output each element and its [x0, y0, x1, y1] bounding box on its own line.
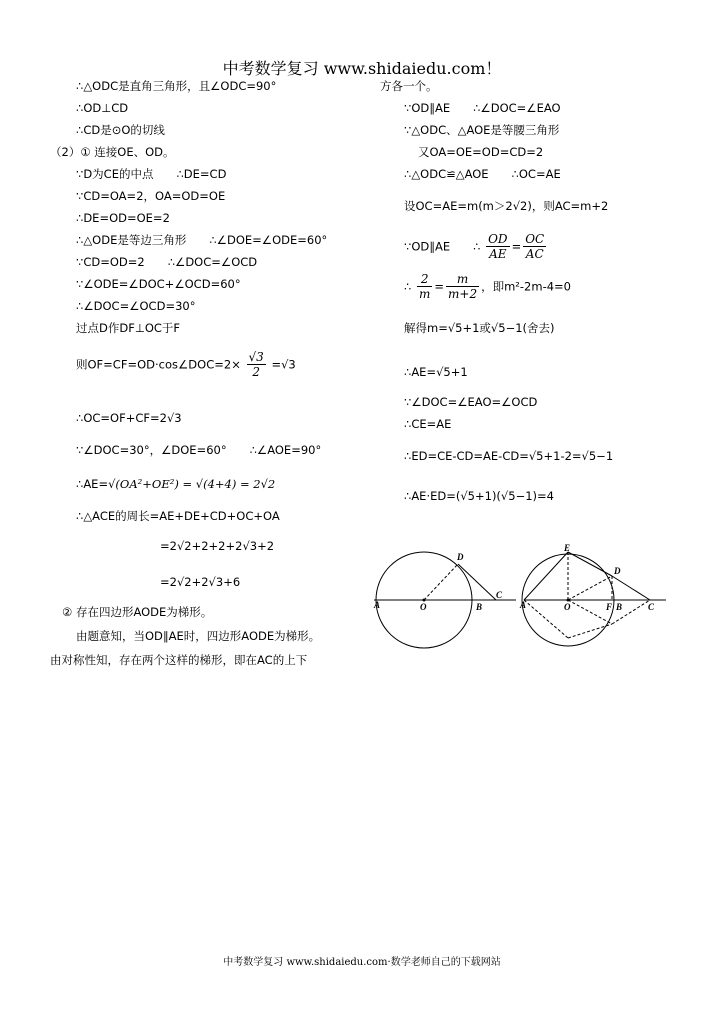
fig2-label-F: F [606, 602, 613, 612]
left-line-4: （2）① 连接OE、OD。 [50, 145, 175, 159]
page-footer: 中考数学复习 www.shidaiedu.com·数学老师自己的下载网站 [223, 957, 501, 968]
od-over-ae: $\frac{OD}{AE}$ [488, 232, 508, 262]
left-line-8: ∴△ODE是等边三角形 ∴∠DOE=∠ODE=60° [76, 233, 328, 247]
figure-2 [518, 542, 668, 652]
fig2-label-E: E [564, 543, 571, 553]
fig1-label-A: A [374, 600, 381, 610]
right-line-13: ∴ED=CE-CD=AE-CD=√5+1-2=√5−1 [404, 449, 614, 463]
right-line-3: ∵△ODC、△AOE是等腰三角形 [404, 123, 560, 137]
figure-1 [368, 542, 518, 652]
left-line-13 [76, 350, 296, 380]
right-line-8: ∴ $\frac{2}{m}$ = $\frac{m}{m+2}$ ，即m²-2m-4=0 [404, 272, 571, 302]
fig2-label-B: B [616, 602, 623, 612]
fig2-label-D: D [614, 566, 621, 576]
right-line-7: ∵OD∥AE ∴ $\frac{OD}{AE}$ = $\frac{OC}{AC}$ [404, 232, 545, 262]
two-over-m: $\frac{2}{m}$ [418, 272, 431, 302]
right-line-9: 解得m=√5+1或√5−1(舍去) [404, 321, 555, 335]
left-line-5: ∵D为CE的中点 ∴DE=CD [76, 167, 227, 181]
left-line-22: 由对称性知，存在两个这样的梯形，即在AC的上下 [50, 653, 308, 667]
left-line-10: ∵∠ODE=∠DOC+∠OCD=60° [76, 277, 241, 291]
fig2-label-C: C [648, 602, 655, 612]
left-line-14: ∴OC=OF+CF=2√3 [76, 411, 182, 425]
m-over-m-plus-2: $\frac{m}{m+2}$ [448, 272, 478, 302]
fig2-label-O: O [564, 602, 571, 612]
fig2-label-A: A [520, 600, 527, 610]
left-line-17: ∴△ACE的周长=AE+DE+CD+OC+OA [76, 509, 280, 523]
left-line-9: ∵CD=OD=2 ∴∠DOC=∠OCD [76, 255, 258, 269]
ae-expression: √(OA²+OE²) = √(4+4) = 2√2 [108, 477, 276, 491]
right-line-1: 方各一个。 [380, 79, 438, 93]
right-line-14: ∴AE·ED=(√5+1)(√5−1)=4 [404, 489, 554, 503]
fig1-label-B: B [476, 602, 483, 612]
fig1-label-O: O [420, 602, 427, 612]
fig1-label-C: C [496, 590, 503, 600]
left-line-12: 过点D作DF⊥OC于F [76, 321, 181, 335]
right-line-5: ∴△ODC≌△AOE ∴OC=AE [404, 167, 561, 181]
left-line-21: 由题意知，当OD∥AE时，四边形AODE为梯形。 [76, 629, 321, 643]
right-line-10: ∴AE=√5+1 [404, 365, 468, 379]
eq-sqrt3: =√3 [271, 357, 296, 372]
page-header: 中考数学复习 www.shidaiedu.com！ [222, 59, 502, 78]
right-line-12: ∴CE=AE [404, 417, 452, 431]
right-line-11: ∵∠DOC=∠EAO=∠OCD [404, 395, 538, 409]
left-line-2: ∴OD⊥CD [76, 101, 129, 115]
left-line-15: ∵∠DOC=30°，∠DOE=60° ∴∠AOE=90° [76, 443, 322, 457]
left-line-18: =2√2+2+2+2√3+2 [160, 539, 275, 553]
right-line-6: 设OC=AE=m(m＞2√2)，则AC=m+2 [404, 199, 609, 213]
left-line-19: =2√2+2√3+6 [160, 575, 241, 589]
sqrt3-over-2: $\frac{√3}{2}$ [248, 350, 264, 380]
left-line-1: ∴△ODC是直角三角形，且∠ODC=90° [76, 79, 277, 93]
cos-expression: 则OF=CF=OD·cos∠DOC=2× [76, 357, 241, 372]
left-line-11: ∴∠DOC=∠OCD=30° [76, 299, 196, 313]
oc-over-ac: $\frac{OC}{AC}$ [525, 232, 545, 262]
fig1-label-D: D [457, 552, 464, 562]
right-line-2: ∵OD∥AE ∴∠DOC=∠EAO [404, 101, 561, 115]
left-line-7: ∴DE=OD=OE=2 [76, 211, 170, 225]
right-line-4: 又OA=OE=OD=CD=2 [418, 145, 544, 159]
left-line-20: ② 存在四边形AODE为梯形。 [62, 605, 213, 619]
left-line-6: ∵CD=OA=2，OA=OD=OE [76, 189, 226, 203]
left-line-16: ∴AE=√(OA²+OE²) = √(4+4) = 2√2 [76, 477, 276, 491]
left-line-3: ∴CD是⊙O的切线 [76, 123, 165, 137]
